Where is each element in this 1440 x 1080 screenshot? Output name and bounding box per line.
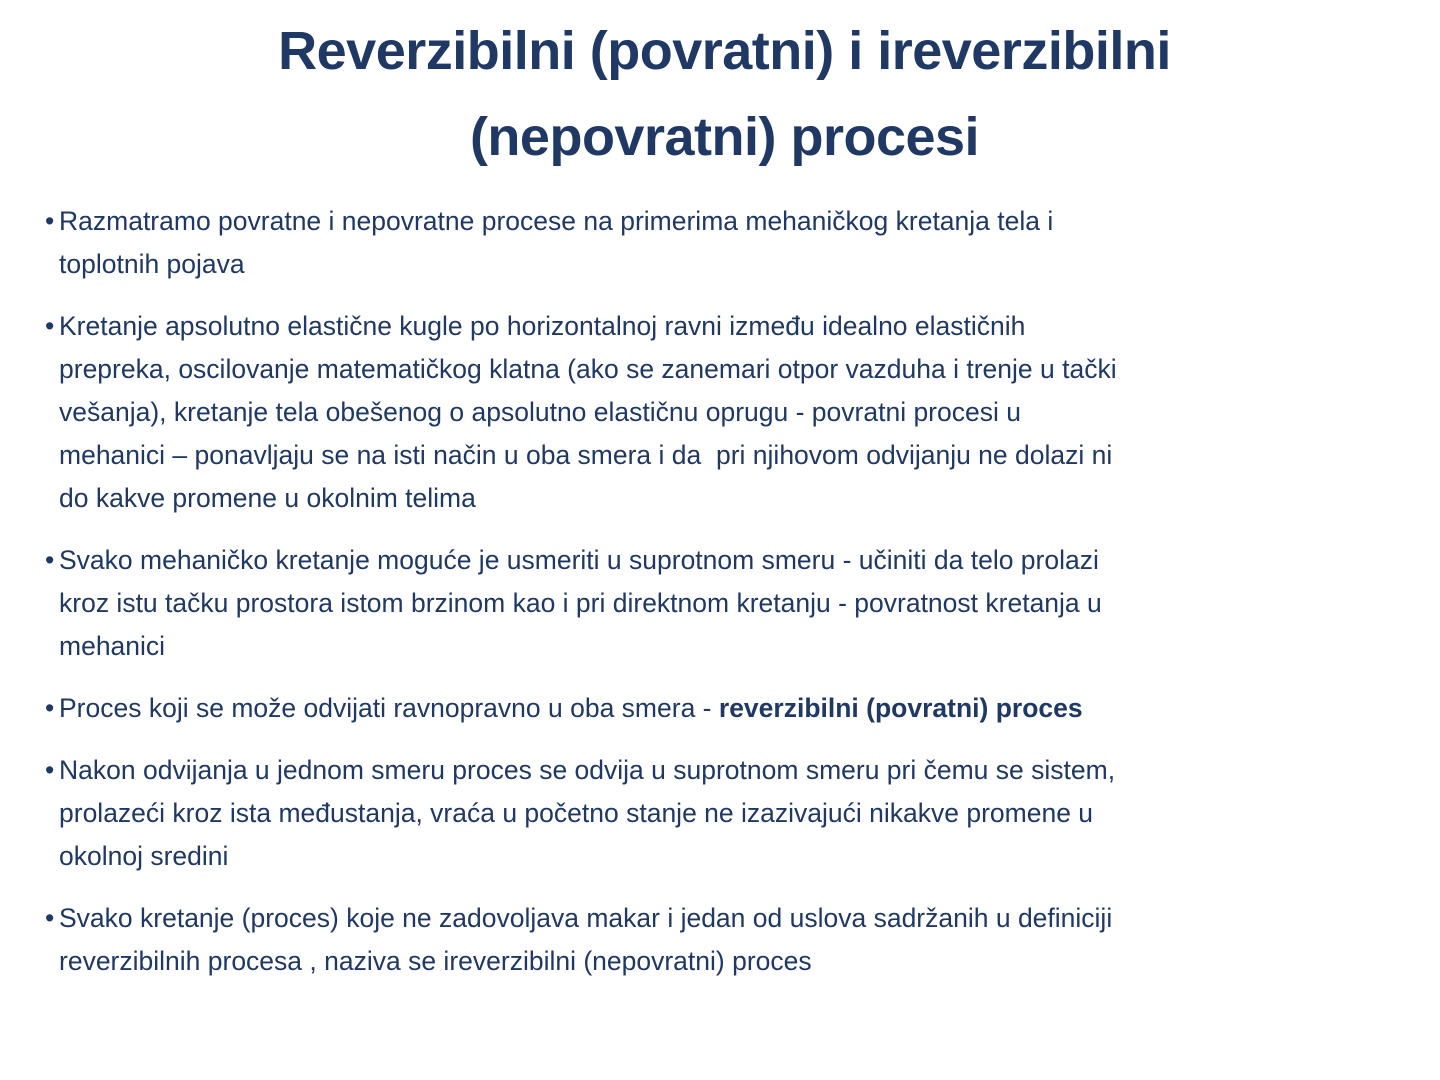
- bullet-segment: Nakon odvijanja u jednom smeru proces se odvija u suprotnom smeru pri čemu se sistem,: [59, 755, 1116, 785]
- bullet-segment: mehanici – ponavljaju se na isti način u oba smera i da pri njihovom odvijanju ne dolazi ni: [59, 440, 1113, 470]
- bullet-line: [59, 539, 1404, 582]
- bullet-line: [59, 582, 1404, 625]
- bullet-line: [59, 434, 1404, 477]
- bullet-text: [59, 897, 1404, 983]
- slide-title: [45, 8, 1404, 180]
- bullet-line: [59, 305, 1404, 348]
- bullet-item: [45, 200, 1404, 286]
- slide-title-line-1: Reverzibilni (povratni) i ireverzibilni: [278, 21, 1171, 81]
- bullet-segment: Razmatramo povratne i nepovratne procese na primerima mehaničkog kretanja tela i: [59, 206, 1054, 236]
- bullet-item: [45, 539, 1404, 668]
- bullet-line: [59, 897, 1404, 940]
- bullet-segment: prolazeći kroz ista međustanja, vraća u početno stanje ne izazivajući nikakve promene u: [59, 798, 1094, 828]
- bullet-segment: do kakve promene u okolnim telima: [59, 483, 476, 513]
- bullet-item: [45, 897, 1404, 983]
- bullet-line: [59, 835, 1404, 878]
- bullet-text: [59, 687, 1404, 730]
- bullet-segment: vešanja), kretanje tela obešenog o apsolutno elastičnu oprugu - povratni procesi u: [59, 397, 1021, 427]
- bullet-line: [59, 687, 1404, 730]
- bullet-text: [59, 749, 1404, 878]
- bullet-line: [59, 477, 1404, 520]
- bullet-marker: •: [45, 903, 55, 933]
- bullet-segment: kroz istu tačku prostora istom brzinom kao i pri direktnom kretanju - povratnost kretanja u: [59, 588, 1102, 618]
- bullet-segment: okolnoj sredini: [59, 841, 229, 871]
- bullet-line: [59, 200, 1404, 243]
- bullet-text: [59, 305, 1404, 520]
- bullet-segment: Svako mehaničko kretanje moguće je usmeriti u suprotnom smeru - učiniti da telo prolazi: [59, 545, 1099, 575]
- bullet-segment: toplotnih pojava: [59, 249, 245, 279]
- bullet-list: [45, 200, 1404, 983]
- bullet-segment: prepreka, oscilovanje matematičkog klatna (ako se zanemari otpor vazduha i trenje u tački: [59, 354, 1117, 384]
- bullet-text: [59, 200, 1404, 286]
- bullet-marker: •: [45, 545, 55, 575]
- bullet-item: [45, 749, 1404, 878]
- bullet-line: [59, 749, 1404, 792]
- bullet-line: [59, 391, 1404, 434]
- bullet-line: [59, 940, 1404, 983]
- bullet-line: [59, 625, 1404, 668]
- bullet-segment: mehanici: [59, 631, 166, 661]
- bullet-item: [45, 305, 1404, 520]
- bullet-line: [59, 792, 1404, 835]
- bullet-line: [59, 348, 1404, 391]
- bullet-marker: •: [45, 755, 55, 785]
- bullet-line: [59, 243, 1404, 286]
- bullet-marker: •: [45, 311, 55, 341]
- slide-title-line-2: (nepovratni) procesi: [469, 107, 980, 167]
- bullet-segment: reverzibilnih procesa , naziva se ireverzibilni (nepovratni) proces: [59, 946, 812, 976]
- bullet-segment-bold: reverzibilni (povratni) proces: [718, 693, 1083, 723]
- bullet-segment: Svako kretanje (proces) koje ne zadovoljava makar i jedan od uslova sadržanih u definiciji: [59, 903, 1113, 933]
- bullet-segment: Kretanje apsolutno elastične kugle po horizontalnoj ravni između idealno elastičnih: [59, 311, 1026, 341]
- bullet-segment: Proces koji se može odvijati ravnopravno u oba smera -: [59, 693, 719, 723]
- bullet-marker: •: [45, 693, 55, 723]
- bullet-item: [45, 687, 1404, 730]
- bullet-marker: •: [45, 206, 55, 236]
- bullet-text: [59, 539, 1404, 668]
